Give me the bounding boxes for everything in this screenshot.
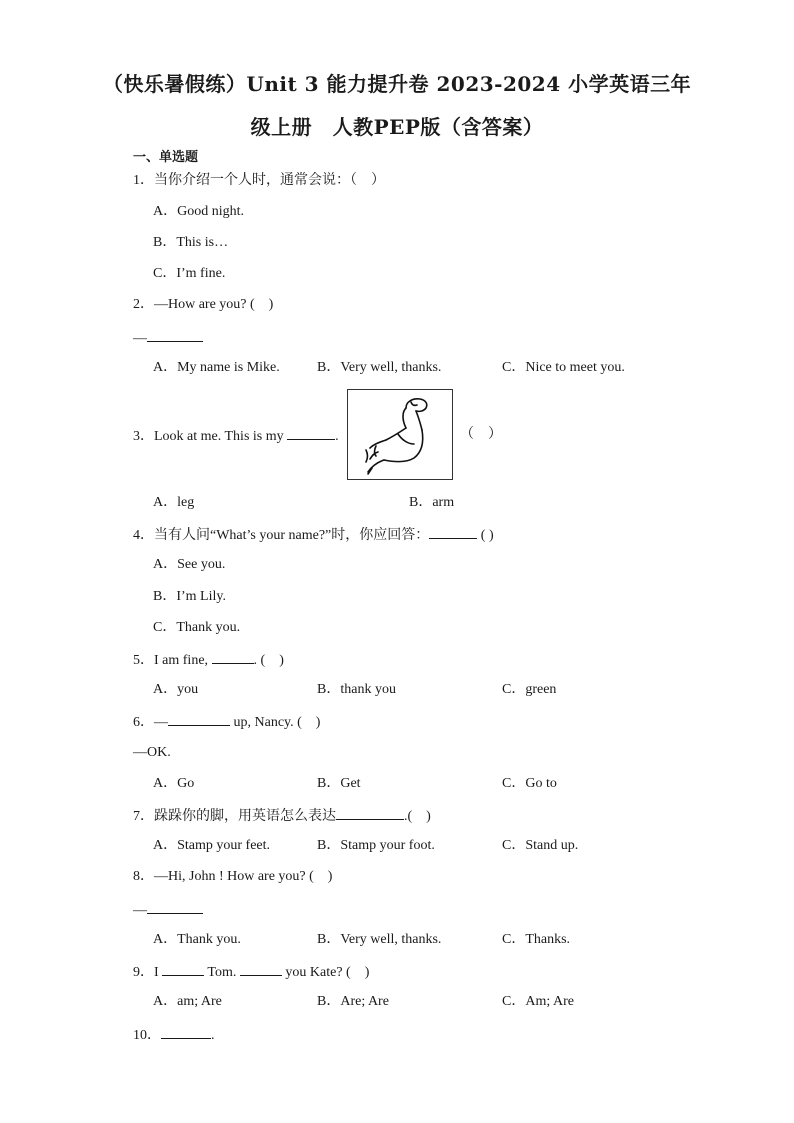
q2-option-b[interactable]: B．Very well, thanks. (317, 360, 442, 375)
q6-option-a[interactable]: A．Go (153, 776, 195, 791)
answer-blank[interactable] (212, 650, 254, 664)
q2-stem: 2．—How are you? ( ) (133, 297, 274, 312)
flexed-arm-icon (348, 390, 452, 479)
q7-option-a[interactable]: A．Stamp your feet. (153, 838, 271, 853)
q8-stem: 8．—Hi, John ! How are you? ( ) (133, 869, 333, 884)
q8-answer-line (133, 900, 203, 920)
answer-blank[interactable] (336, 806, 404, 820)
q3-stem (133, 426, 339, 446)
q3-option-a[interactable]: A．leg (153, 495, 195, 510)
q9-stem-end: you Kate? ( ) (281, 965, 370, 980)
q7-stem-text: 7．跺跺你的脚，用英语怎么表达 (133, 809, 336, 824)
q1-option-a[interactable]: A．Good night. (153, 204, 244, 219)
q5-option-c[interactable]: C．green (502, 682, 557, 697)
doc-title-line2: 级上册 人教PEP版（含答案） (250, 115, 544, 139)
q5-stem-end: . ( ) (253, 653, 284, 668)
q2-option-a[interactable]: A．My name is Mike. (153, 360, 280, 375)
q9-option-a[interactable]: A．am; Are (153, 994, 222, 1009)
q3-option-b[interactable]: B．arm (409, 495, 455, 510)
q3-stem-end: . (335, 429, 339, 444)
q7-stem-end: .( ) (404, 809, 431, 824)
q5-option-b[interactable]: B．thank you (317, 682, 396, 697)
answer-blank[interactable] (162, 962, 204, 976)
q3-paren: （ ） (460, 427, 502, 442)
q6-stem-text: 6．— (133, 715, 168, 730)
q9-stem-mid: Tom. (204, 965, 240, 980)
q7-option-b[interactable]: B．Stamp your foot. (317, 838, 435, 853)
q5-stem-text: 5．I am fine, (133, 653, 212, 668)
q9-stem-text: 9．I (133, 965, 163, 980)
q2-option-c[interactable]: C．Nice to meet you. (502, 360, 625, 375)
q4-stem-end: ( ) (477, 528, 494, 543)
answer-blank[interactable] (429, 525, 477, 539)
q9-option-c[interactable]: C．Am; Are (502, 994, 574, 1009)
q10-stem-text: 10． (133, 1028, 161, 1043)
q9-option-b[interactable]: B．Are; Are (317, 994, 389, 1009)
q4-stem-text: 4．当有人问“What’s your name?”时，你应回答： (133, 528, 430, 543)
q4-stem (133, 525, 494, 545)
q2-answer-line (133, 328, 203, 348)
q4-option-a[interactable]: A．See you. (153, 557, 226, 572)
answer-blank[interactable] (168, 712, 230, 726)
answer-blank[interactable] (287, 426, 335, 440)
q8-dash: — (133, 903, 147, 918)
q7-stem (133, 806, 431, 826)
answer-blank[interactable] (240, 962, 282, 976)
q4-option-c[interactable]: C．Thank you. (153, 620, 241, 635)
q10-stem-end: . (211, 1028, 215, 1043)
q6-option-b[interactable]: B．Get (317, 776, 361, 791)
doc-title-line1: （快乐暑假练）Unit 3 能力提升卷 2023-2024 小学英语三年 (102, 72, 692, 96)
q8-option-a[interactable]: A．Thank you. (153, 932, 241, 947)
q3-stem-text: 3．Look at me. This is my (133, 429, 288, 444)
q5-stem (133, 650, 284, 670)
q8-option-c[interactable]: C．Thanks. (502, 932, 571, 947)
q5-option-a[interactable]: A．you (153, 682, 199, 697)
q6-option-c[interactable]: C．Go to (502, 776, 557, 791)
answer-blank[interactable] (147, 328, 203, 342)
answer-blank[interactable] (161, 1025, 211, 1039)
q1-option-c[interactable]: C．I’m fine. (153, 266, 226, 281)
q6-stem-end: up, Nancy. ( ) (230, 715, 321, 730)
answer-blank[interactable] (147, 900, 203, 914)
q3-image (347, 389, 453, 480)
q1-option-b[interactable]: B．This is… (153, 235, 229, 250)
q4-option-b[interactable]: B．I’m Lily. (153, 589, 226, 604)
q2-dash: — (133, 331, 147, 346)
q7-option-c[interactable]: C．Stand up. (502, 838, 579, 853)
q10-stem (133, 1025, 215, 1045)
q6-stem (133, 712, 320, 732)
section-heading: 一、单选题 (133, 150, 199, 165)
q6-reply: —OK. (133, 745, 171, 760)
q1-stem: 1．当你介绍一个人时，通常会说：（ ） (133, 173, 385, 188)
q8-option-b[interactable]: B．Very well, thanks. (317, 932, 442, 947)
q9-stem (133, 962, 369, 982)
